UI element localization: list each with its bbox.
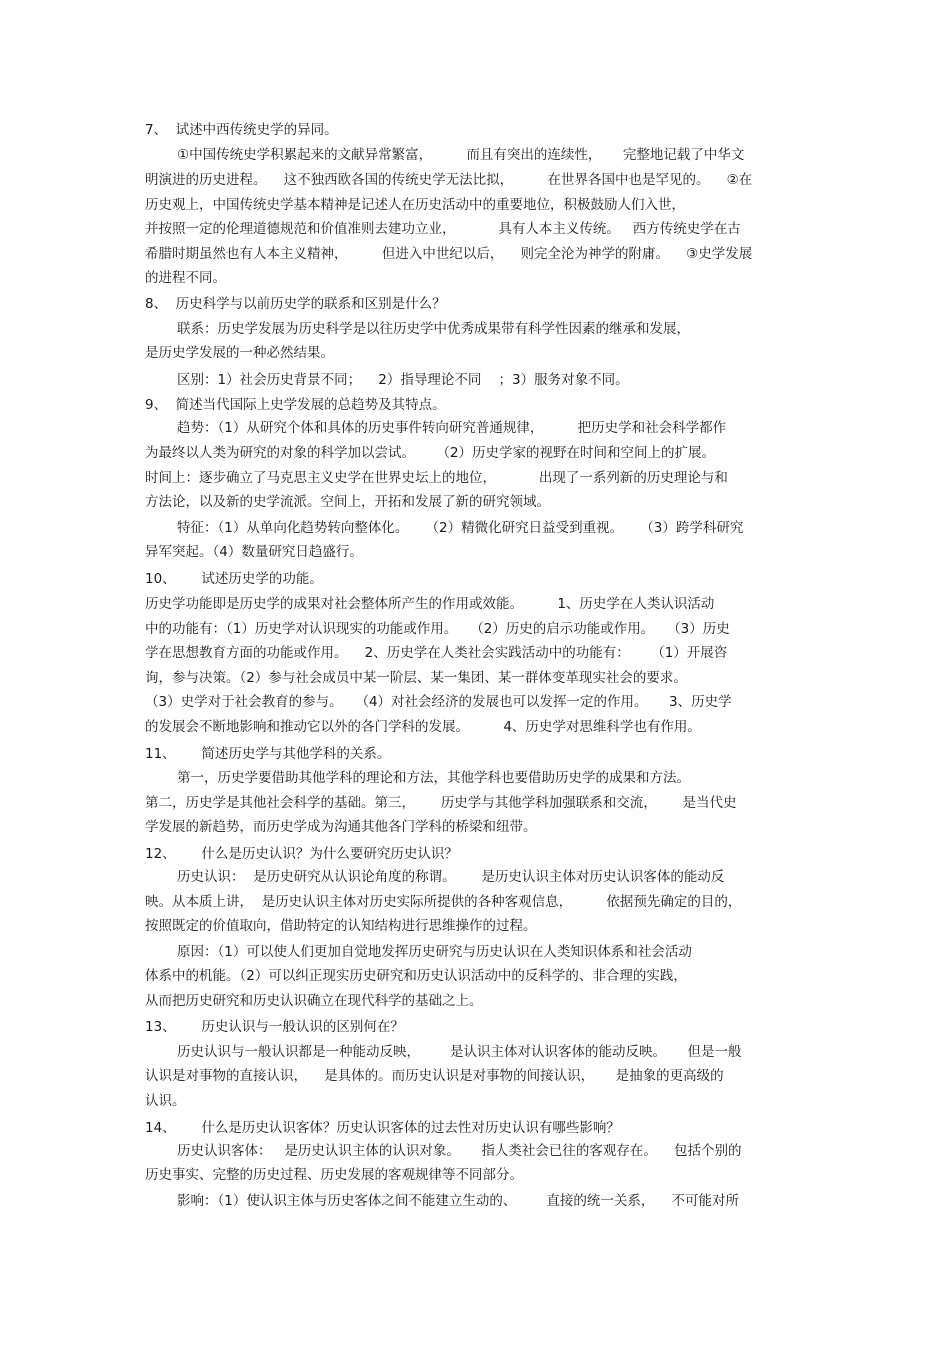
text-line: 明演进的历史进程。 这不独西欧各国的传统史学无法比拟， 在世界各国中也是罕见的。 ②在 [145, 172, 753, 188]
text-line: 历史观上，中国传统史学基本精神是记述人在历史活动中的重要地位，积极鼓励人们入世， [145, 197, 685, 213]
text-line: 按照既定的价值取向，借助特定的认知结构进行思维操作的过程。 [145, 918, 537, 934]
text-line: 并按照一定的伦理道德规范和价值准则去建功立业， 具有人本主义传统。 西方传统史学在古 [145, 221, 741, 237]
text-line: 第二，历史学是其他社会科学的基础。第三， 历史学与其他学科加强联系和交流， 是当代史 [145, 795, 737, 811]
question-7-heading: 7、 试述中西传统史学的异同。 [145, 122, 338, 138]
text-line: 趋势：（1）从研究个体和具体的历史事件转向研究普通规律， 把历史学和社会科学都作 [177, 420, 727, 436]
text-line: 为最终以人类为研究的对象的科学加以尝试。 （2）历史学家的视野在时间和空间上的扩展。 [145, 445, 716, 461]
question-8-heading: 8、 历史科学与以前历史学的联系和区别是什么？ [145, 296, 446, 312]
text-line: 从而把历史研究和历史认识确立在现代科学的基础之上。 [145, 993, 483, 1009]
text-line: 联系：历史学发展为历史科学是以往历史学中优秀成果带有科学性因素的继承和发展， [177, 321, 690, 337]
text-line: 特征：（1）从单向化趋势转向整体化。 （2）精微化研究日益受到重视。 （3）跨学科研究 [177, 520, 744, 536]
text-line: 第一，历史学要借助其他学科的理论和方法，其他学科也要借助历史学的成果和方法。 [177, 770, 690, 786]
question-10-heading: 10、 试述历史学的功能。 [145, 571, 323, 587]
text-line: 时间上：逐步确立了马克思主义史学在世界史坛上的地位， 出现了一系列新的历史理论与和 [145, 470, 728, 486]
text-line: 询，参与决策。（2）参与社会成员中某一阶层、某一集团、某一群体变革现实社会的要求。 [145, 670, 687, 686]
text-line: 的进程不同。 [145, 270, 226, 286]
text-line: 原因：（1）可以使人们更加自觉地发挥历史研究与历史认识在人类知识体系和社会活动 [177, 944, 692, 960]
question-12-heading: 12、 什么是历史认识？为什么要研究历史认识？ [145, 846, 458, 862]
text-line: 学在思想教育方面的功能或作用。 2、历史学在人类社会实践活动中的功能有： （1）开展咨 [145, 645, 728, 661]
question-14-heading: 14、 什么是历史认识客体？历史认识客体的过去性对历史认识有哪些影响？ [145, 1120, 620, 1136]
text-line: 历史事实、完整的历史过程、历史发展的客观规律等不同部分。 [145, 1167, 523, 1183]
question-13-heading: 13、 历史认识与一般认识的区别何在？ [145, 1019, 404, 1035]
text-line: 影响：（1）使认识主体与历史客体之间不能建立生动的、 直接的统一关系， 不可能对所 [177, 1193, 740, 1209]
question-11-heading: 11、 简述历史学与其他学科的关系。 [145, 746, 391, 762]
text-line: 历史认识客体： 是历史认识主体的认识对象。 指人类社会已往的客观存在。 包括个别的 [177, 1143, 742, 1159]
text-line: 认识。 [145, 1093, 186, 1109]
text-line: 历史学功能即是历史学的成果对社会整体所产生的作用或效能。 1、历史学在人类认识活动 [145, 596, 715, 612]
text-line: （3）史学对于社会教育的参与。 （4）对社会经济的发展也可以发挥一定的作用。 3、历史学 [145, 694, 732, 710]
text-line: 体系中的机能。（2）可以纠正现实历史研究和历史认识活动中的反科学的、非合理的实践， [145, 968, 687, 984]
text-line: 异军突起。（4）数量研究日趋盛行。 [145, 544, 363, 560]
question-9-heading: 9、 简述当代国际上史学发展的总趋势及其特点。 [145, 397, 446, 413]
text-line: 映。从本质上讲， 是历史认识主体对历史实际所提供的各种客观信息， 依据预先确定的目的， [145, 894, 742, 910]
text-line: 是历史学发展的一种必然结果。 [145, 345, 334, 361]
text-line: 中的功能有：（1）历史学对认识现实的功能或作用。 （2）历史的启示功能或作用。 （3）历史 [145, 621, 730, 637]
text-line: 的发展会不断地影响和推动它以外的各门学科的发展。 4、历史学对思维科学也有作用。 [145, 719, 701, 735]
text-line: 历史认识： 是历史研究从认识论角度的称谓。 是历史认识主体对历史认识客体的能动反 [177, 869, 725, 885]
text-line: 学发展的新趋势，而历史学成为沟通其他各门学科的桥梁和纽带。 [145, 819, 537, 835]
text-line: ①中国传统史学积累起来的文献异常繁富， 而且有突出的连续性， 完整地记载了中华文 [177, 147, 745, 163]
text-line: 希腊时期虽然也有人本主义精神， 但进入中世纪以后， 则完全沦为神学的附庸。 ③史学发展 [145, 246, 753, 262]
text-line: 历史认识与一般认识都是一种能动反映， 是认识主体对认识客体的能动反映。 但是一般 [177, 1044, 742, 1060]
text-line: 方法论，以及新的史学流派。空间上，开拓和发展了新的研究领域。 [145, 494, 550, 510]
text-line: 认识是对事物的直接认识， 是具体的。而历史认识是对事物的间接认识， 是抽象的更高级的 [145, 1068, 724, 1084]
text-line: 区别：1）社会历史背景不同； 2）指导理论不同 ；3）服务对象不同。 [177, 372, 629, 388]
